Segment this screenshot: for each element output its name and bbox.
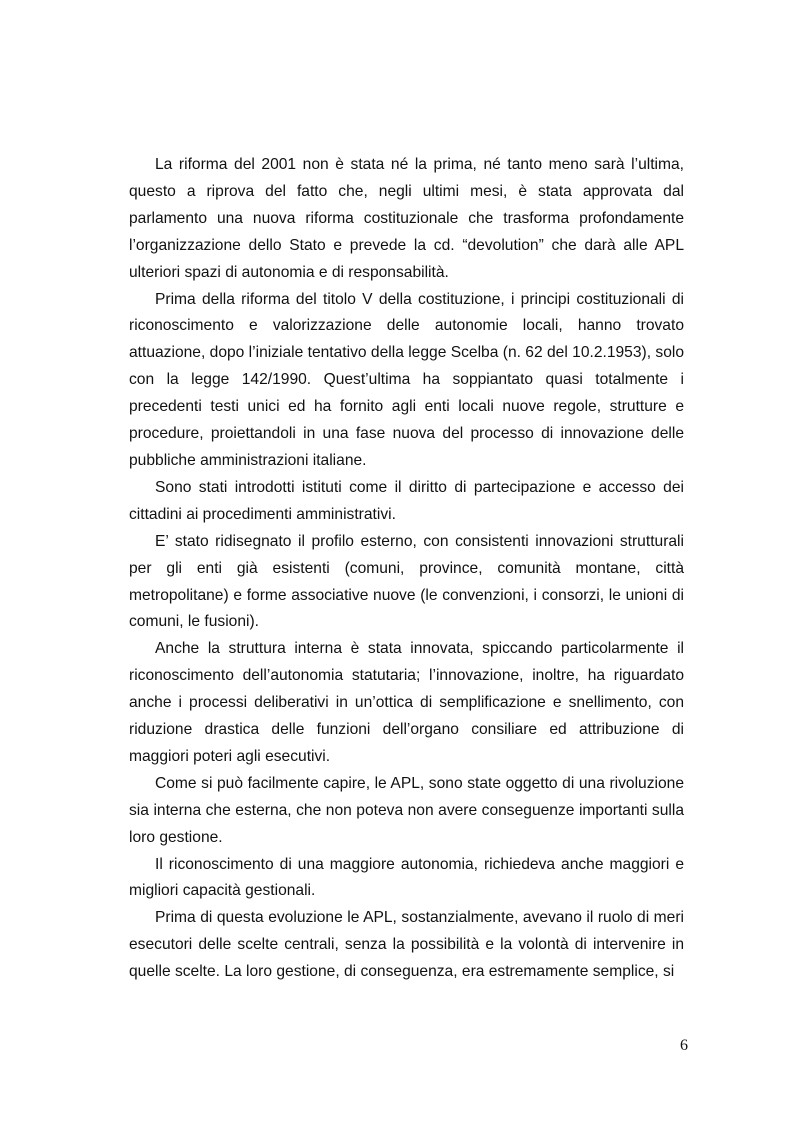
paragraph: Prima della riforma del titolo V della costituzione, i principi costituzionali di riconoscimento e valorizzazione delle autonomie locali, hanno trovato attuazione, dopo l’iniziale tentativo della legge Scelba (n. 62 del 10.2.1953), solo con la legge 142/1990. Quest’ultima ha soppiantato quasi totalmente i precedenti testi unici ed ha fornito agli enti locali nuove regole, strutture e procedure, proiettandoli in una fase nuova del processo di innovazione delle pubbliche amministrazioni italiane. [129, 290, 684, 469]
body-text [129, 152, 684, 986]
paragraph: Come si può facilmente capire, le APL, sono state oggetto di una rivoluzione sia interna che esterna, che non poteva non avere conseguenze importanti sulla loro gestione. [129, 774, 684, 846]
paragraph: Anche la struttura interna è stata innovata, spiccando particolarmente il riconoscimento dell’autonomia statutaria; l’innovazione, inoltre, ha riguardato anche i processi deliberativi in un’ottica di semplificazione e snellimento, con riduzione drastica delle funzioni dell’organo consiliare ed attribuzione di maggiori poteri agli esecutivi. [129, 640, 684, 765]
paragraph: La riforma del 2001 non è stata né la prima, né tanto meno sarà l’ultima, questo a riprova del fatto che, negli ultimi mesi, è stata approvata dal parlamento una nuova riforma costituzionale che trasforma profondamente l’organizzazione dello Stato e prevede la cd. “devolution” che darà alle APL ulteriori spazi di autonomia e di responsabilità. [129, 156, 684, 281]
paragraph: E’ stato ridisegnato il profilo esterno, con consistenti innovazioni strutturali per gli enti già esistenti (comuni, province, comunità montane, città metropolitane) e forme associative nuove (le convenzioni, i consorzi, le unioni di comuni, le fusioni). [129, 532, 684, 631]
paragraph: Il riconoscimento di una maggiore autonomia, richiedeva anche maggiori e migliori capacità gestionali. [129, 855, 684, 900]
paragraph: Sono stati introdotti istituti come il diritto di partecipazione e accesso dei cittadini ai procedimenti amministrativi. [129, 478, 684, 523]
paragraph: Prima di questa evoluzione le APL, sostanzialmente, avevano il ruolo di meri esecutori delle scelte centrali, senza la possibilità e la volontà di intervenire in quelle scelte. La loro gestione, di conseguenza, era estremamente semplice, si [129, 909, 684, 981]
page-number: 6 [680, 1037, 688, 1054]
